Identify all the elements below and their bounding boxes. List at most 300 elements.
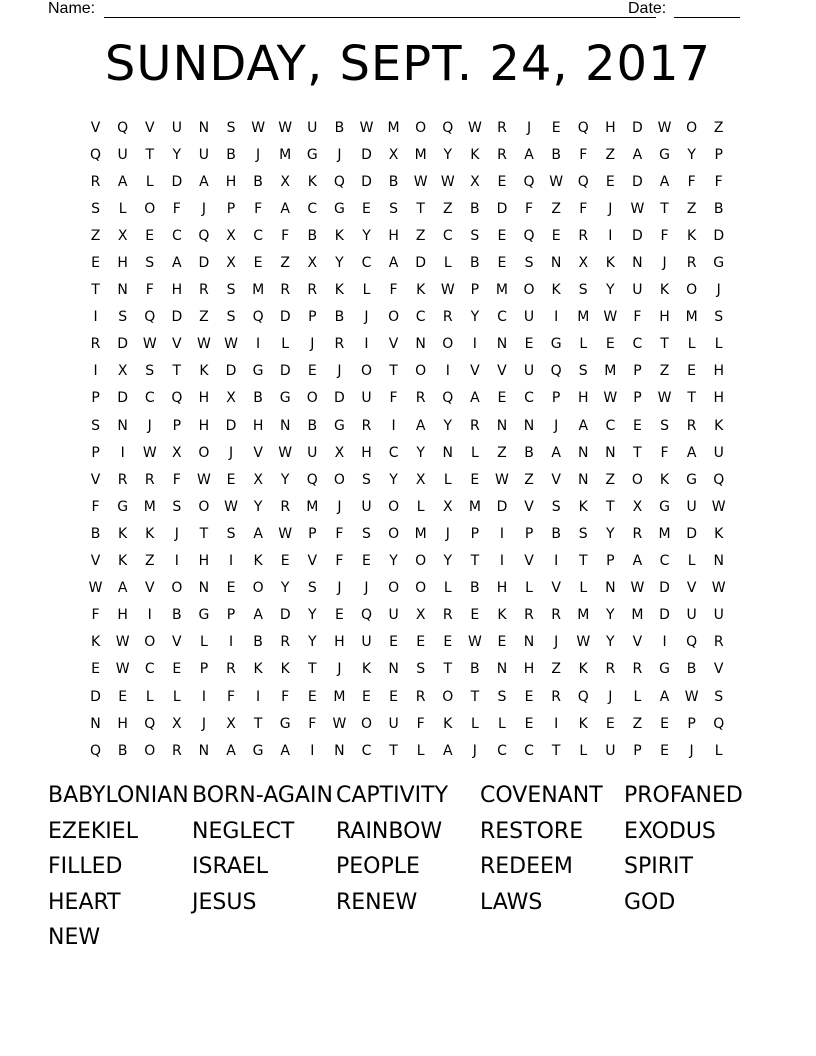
grid-letter: Y <box>280 580 290 597</box>
grid-letter: J <box>228 444 234 461</box>
grid-letter: Z <box>280 255 290 272</box>
grid-letter: X <box>226 715 236 732</box>
grid-letter: U <box>361 498 372 515</box>
grid-letter: K <box>199 363 209 380</box>
grid-letter: L <box>470 444 479 461</box>
grid-row <box>82 249 742 276</box>
grid-letter: V <box>551 580 561 597</box>
grid-letter: P <box>633 363 642 380</box>
grid-letter: R <box>415 390 426 407</box>
grid-letter: D <box>713 227 725 244</box>
grid-row <box>82 466 742 493</box>
grid-letter: H <box>117 607 128 624</box>
grid-letter: D <box>117 390 129 407</box>
grid-letter: A <box>280 200 290 217</box>
grid-letter: I <box>147 607 152 624</box>
grid-letter: H <box>659 309 670 326</box>
grid-letter: O <box>388 525 400 542</box>
grid-letter: P <box>226 200 236 217</box>
grid-letter: K <box>605 255 615 272</box>
grid-row <box>82 385 742 412</box>
grid-letter: Q <box>117 119 129 136</box>
grid-letter: E <box>362 688 371 705</box>
grid-letter: X <box>226 227 236 244</box>
grid-letter: L <box>633 688 642 705</box>
grid-letter: T <box>172 363 182 380</box>
grid-letter: X <box>226 255 236 272</box>
grid-letter: F <box>172 471 181 488</box>
grid-letter: O <box>442 336 454 353</box>
grid-row <box>82 195 742 222</box>
grid-letter: B <box>253 173 263 190</box>
grid-letter: W <box>88 580 103 597</box>
grid-letter: W <box>440 282 455 299</box>
grid-letter: L <box>443 471 452 488</box>
grid-letter: R <box>686 255 697 272</box>
grid-letter: L <box>687 336 696 353</box>
grid-letter: X <box>172 715 182 732</box>
grid-letter: E <box>470 471 480 488</box>
grid-letter: E <box>172 661 182 678</box>
grid-letter: F <box>308 715 317 732</box>
grid-letter: L <box>416 498 425 515</box>
grid-letter: N <box>496 336 508 353</box>
name-field-line[interactable] <box>104 0 656 18</box>
grid-letter: Q <box>144 309 156 326</box>
grid-letter: B <box>226 146 236 163</box>
grid-letter: E <box>497 173 507 190</box>
grid-letter: L <box>714 742 723 759</box>
grid-letter: N <box>198 742 210 759</box>
grid-letter: Y <box>389 553 398 570</box>
grid-letter: B <box>334 309 345 326</box>
grid-letter: F <box>660 227 669 244</box>
grid-letter: J <box>147 417 152 434</box>
grid-letter: Y <box>308 634 317 651</box>
grid-letter: N <box>198 580 210 597</box>
grid-letter: N <box>550 255 562 272</box>
grid-letter: Q <box>252 309 264 326</box>
grid-letter: L <box>443 255 452 272</box>
grid-letter: F <box>91 607 100 624</box>
grid-letter: J <box>201 200 206 217</box>
grid-letter: I <box>256 688 261 705</box>
grid-letter: Y <box>443 146 453 163</box>
grid-letter: V <box>90 553 101 570</box>
grid-letter: B <box>551 525 561 542</box>
grid-letter: N <box>117 417 128 434</box>
grid-letter: I <box>499 525 505 542</box>
grid-letter: Y <box>606 634 615 651</box>
grid-letter: D <box>496 498 508 515</box>
grid-letter: I <box>93 309 98 326</box>
grid-letter: R <box>90 336 101 353</box>
grid-letter: Z <box>497 444 507 461</box>
grid-letter: D <box>632 227 643 244</box>
grid-letter: H <box>252 417 264 434</box>
grid-letter: M <box>658 525 671 542</box>
grid-letter: C <box>388 444 399 461</box>
word-list-item: REDEEM <box>480 854 573 880</box>
grid-letter: N <box>442 444 453 461</box>
grid-letter: V <box>307 553 318 570</box>
grid-letter: A <box>172 255 182 272</box>
word-list-item: HEART <box>48 889 121 915</box>
grid-letter: I <box>391 417 396 434</box>
grid-letter: N <box>90 715 101 732</box>
grid-letter: E <box>551 227 561 244</box>
word-list <box>48 778 768 956</box>
grid-letter: C <box>524 742 534 759</box>
grid-letter: L <box>145 173 154 190</box>
grid-letter: U <box>686 607 697 624</box>
grid-letter: K <box>253 553 263 570</box>
grid-letter: H <box>198 553 210 570</box>
grid-letter: E <box>497 255 507 272</box>
grid-letter: E <box>497 227 507 244</box>
grid-letter: Z <box>551 661 561 678</box>
grid-row <box>82 304 742 331</box>
grid-letter: F <box>172 200 181 217</box>
grid-letter: W <box>467 634 482 651</box>
grid-letter: T <box>470 688 480 705</box>
grid-letter: P <box>524 525 534 542</box>
grid-letter: X <box>117 363 128 380</box>
grid-row <box>82 412 742 439</box>
grid-letter: G <box>686 471 698 488</box>
grid-letter: F <box>254 200 263 217</box>
grid-letter: T <box>91 282 100 299</box>
grid-letter: D <box>279 309 291 326</box>
grid-letter: C <box>361 255 372 272</box>
word-list-item: RESTORE <box>480 818 584 844</box>
grid-letter: T <box>253 715 263 732</box>
grid-letter: U <box>713 607 724 624</box>
grid-letter: H <box>577 390 589 407</box>
grid-letter: Q <box>577 119 589 136</box>
grid-letter: U <box>307 444 318 461</box>
grid-letter: T <box>199 525 209 542</box>
grid-letter: P <box>470 525 480 542</box>
grid-letter: S <box>118 309 128 326</box>
grid-letter: A <box>632 553 643 570</box>
grid-letter: S <box>226 525 236 542</box>
grid-letter: U <box>632 282 643 299</box>
grid-letter: T <box>389 742 398 759</box>
grid-letter: Q <box>306 471 318 488</box>
grid-letter: Y <box>443 553 453 570</box>
grid-letter: A <box>578 417 589 434</box>
grid-letter: Y <box>687 146 696 163</box>
grid-letter: R <box>307 282 318 299</box>
grid-letter: B <box>686 661 697 678</box>
grid-letter: I <box>445 363 450 380</box>
grid-letter: N <box>496 661 508 678</box>
grid-letter: V <box>632 634 643 651</box>
grid-letter: Z <box>199 309 209 326</box>
grid-letter: W <box>332 715 347 732</box>
grid-letter: Q <box>713 715 725 732</box>
grid-letter: D <box>171 173 183 190</box>
grid-letter: P <box>687 715 696 732</box>
grid-letter: W <box>142 444 157 461</box>
grid-letter: F <box>525 200 534 217</box>
grid-letter: N <box>577 471 589 488</box>
grid-letter: J <box>608 200 613 217</box>
grid-letter: P <box>606 553 615 570</box>
grid-letter: S <box>145 363 155 380</box>
grid-letter: W <box>684 688 699 705</box>
grid-letter: L <box>172 688 181 705</box>
grid-letter: E <box>687 363 697 380</box>
grid-letter: Q <box>713 471 725 488</box>
grid-letter: P <box>308 525 317 542</box>
grid-letter: G <box>198 607 210 624</box>
grid-letter: V <box>686 580 697 597</box>
grid-letter: L <box>362 282 371 299</box>
word-search-grid <box>82 114 742 764</box>
grid-letter: G <box>279 390 291 407</box>
grid-letter: Y <box>416 444 425 461</box>
grid-letter: E <box>91 255 100 272</box>
word-list-item: RENEW <box>336 889 418 915</box>
grid-letter: V <box>253 444 263 461</box>
grid-letter: C <box>632 336 643 353</box>
grid-letter: P <box>308 309 317 326</box>
grid-letter: C <box>307 200 318 217</box>
grid-letter: A <box>659 173 670 190</box>
grid-letter: E <box>416 634 426 651</box>
grid-letter: S <box>551 498 561 515</box>
grid-letter: E <box>307 363 317 380</box>
word-list-item: LAWS <box>480 889 543 915</box>
grid-letter: H <box>523 661 535 678</box>
grid-letter: R <box>226 661 236 678</box>
grid-letter: J <box>445 525 450 542</box>
grid-letter: M <box>414 146 427 163</box>
grid-letter: K <box>497 607 507 624</box>
grid-letter: V <box>144 119 155 136</box>
grid-letter: Y <box>253 498 263 515</box>
grid-letter: F <box>281 227 290 244</box>
word-list-item: PEOPLE <box>336 854 420 880</box>
grid-letter: N <box>198 119 210 136</box>
grid-letter: L <box>416 742 425 759</box>
grid-letter: G <box>659 661 670 678</box>
grid-letter: C <box>524 390 534 407</box>
grid-letter: E <box>226 580 236 597</box>
grid-letter: F <box>660 444 669 461</box>
grid-letter: B <box>253 634 263 651</box>
grid-letter: R <box>90 173 101 190</box>
grid-letter: E <box>605 336 615 353</box>
grid-letter: F <box>714 173 723 190</box>
grid-letter: G <box>659 146 670 163</box>
grid-letter: Y <box>172 146 182 163</box>
grid-letter: I <box>228 634 234 651</box>
grid-letter: X <box>253 471 263 488</box>
grid-letter: R <box>578 227 589 244</box>
grid-letter: H <box>713 390 724 407</box>
grid-letter: K <box>578 661 588 678</box>
grid-letter: Q <box>550 363 562 380</box>
word-list-item: CAPTIVITY <box>336 783 449 808</box>
grid-letter: K <box>416 282 426 299</box>
grid-letter: L <box>525 580 533 597</box>
grid-letter: Q <box>577 688 589 705</box>
grid-letter: H <box>117 715 128 732</box>
grid-letter: F <box>416 715 425 732</box>
grid-letter: H <box>361 444 372 461</box>
grid-letter: Q <box>90 146 102 163</box>
grid-letter: S <box>714 688 724 705</box>
grid-letter: K <box>443 715 453 732</box>
grid-letter: I <box>554 715 559 732</box>
grid-row <box>82 168 742 195</box>
grid-letter: P <box>633 390 642 407</box>
grid-letter: M <box>468 498 481 515</box>
grid-letter: Z <box>713 119 724 136</box>
grid-letter: B <box>307 417 318 434</box>
grid-letter: J <box>608 688 613 705</box>
grid-letter: Y <box>606 282 615 299</box>
grid-letter: O <box>388 309 400 326</box>
grid-letter: T <box>470 553 480 570</box>
grid-letter: K <box>253 661 263 678</box>
grid-letter: J <box>554 417 559 434</box>
grid-letter: H <box>605 119 616 136</box>
grid-letter: S <box>497 688 507 705</box>
grid-letter: T <box>660 200 669 217</box>
grid-letter: E <box>524 336 534 353</box>
grid-letter: N <box>117 282 128 299</box>
grid-letter: S <box>362 525 371 542</box>
grid-letter: I <box>364 336 369 353</box>
grid-letter: G <box>252 742 264 759</box>
date-label: Date: <box>628 0 667 17</box>
grid-letter: M <box>279 146 292 163</box>
word-list-item: FILLED <box>48 854 123 880</box>
grid-letter: L <box>498 715 506 732</box>
grid-letter: L <box>687 553 696 570</box>
grid-letter: A <box>632 146 643 163</box>
grid-letter: U <box>171 119 182 136</box>
grid-letter: V <box>90 119 101 136</box>
grid-letter: S <box>226 119 236 136</box>
grid-letter: R <box>280 282 291 299</box>
grid-letter: B <box>334 119 345 136</box>
grid-letter: D <box>334 390 345 407</box>
grid-letter: X <box>117 227 128 244</box>
grid-letter: G <box>252 363 264 380</box>
grid-letter: J <box>256 146 261 163</box>
grid-letter: W <box>224 336 238 353</box>
grid-letter: Z <box>605 146 616 163</box>
grid-letter: K <box>714 417 724 434</box>
grid-letter: F <box>335 525 344 542</box>
grid-letter: R <box>551 688 561 705</box>
grid-letter: L <box>281 336 290 353</box>
grid-letter: K <box>578 498 588 515</box>
grid-letter: M <box>495 282 508 299</box>
grid-letter: K <box>551 282 561 299</box>
grid-letter: T <box>687 390 696 407</box>
grid-letter: Y <box>362 227 371 244</box>
grid-letter: K <box>659 282 670 299</box>
grid-letter: L <box>579 336 588 353</box>
grid-letter: N <box>334 742 345 759</box>
grid-letter: B <box>470 255 480 272</box>
grid-letter: K <box>280 661 290 678</box>
grid-letter: X <box>226 390 236 407</box>
grid-letter: K <box>90 634 101 651</box>
grid-letter: Q <box>360 607 372 624</box>
grid-letter: R <box>280 498 291 515</box>
grid-letter: O <box>415 363 427 380</box>
grid-letter: N <box>577 444 589 461</box>
grid-letter: S <box>714 309 724 326</box>
grid-letter: A <box>470 390 480 407</box>
grid-letter: E <box>280 553 290 570</box>
grid-letter: W <box>603 390 618 407</box>
grid-letter: E <box>362 200 371 217</box>
grid-letter: K <box>334 282 344 299</box>
grid-letter: X <box>415 607 426 624</box>
grid-letter: N <box>713 553 724 570</box>
grid-letter: Q <box>90 742 102 759</box>
grid-letter: J <box>337 363 342 380</box>
grid-letter: E <box>524 715 534 732</box>
grid-letter: L <box>579 742 588 759</box>
grid-letter: B <box>470 580 480 597</box>
grid-letter: Y <box>443 417 453 434</box>
grid-row <box>82 439 742 466</box>
grid-letter: Y <box>470 309 480 326</box>
grid-letter: X <box>470 173 480 190</box>
word-list-item: EXODUS <box>624 818 716 844</box>
grid-letter: J <box>689 742 694 759</box>
grid-letter: W <box>603 309 618 326</box>
grid-letter: S <box>578 525 588 542</box>
grid-letter: G <box>279 715 291 732</box>
grid-letter: E <box>497 634 507 651</box>
date-field-line[interactable] <box>674 0 740 18</box>
grid-letter: R <box>497 146 507 163</box>
grid-letter: S <box>226 309 236 326</box>
grid-letter: G <box>659 498 670 515</box>
grid-letter: U <box>713 444 724 461</box>
grid-letter: R <box>334 336 345 353</box>
grid-letter: K <box>470 146 480 163</box>
grid-letter: U <box>361 390 372 407</box>
grid-letter: A <box>415 417 426 434</box>
grid-letter: E <box>551 119 561 136</box>
grid-letter: Q <box>523 227 535 244</box>
grid-letter: Q <box>198 227 210 244</box>
grid-letter: O <box>415 580 427 597</box>
grid-letter: R <box>524 607 534 624</box>
grid-letter: K <box>361 661 372 678</box>
grid-letter: B <box>551 146 561 163</box>
grid-letter: J <box>337 661 342 678</box>
word-list-item: NEGLECT <box>192 818 295 844</box>
grid-letter: W <box>115 634 130 651</box>
grid-letter: O <box>306 390 318 407</box>
grid-row <box>82 520 742 547</box>
grid-letter: N <box>523 417 535 434</box>
grid-letter: U <box>388 607 399 624</box>
grid-letter: N <box>632 255 643 272</box>
